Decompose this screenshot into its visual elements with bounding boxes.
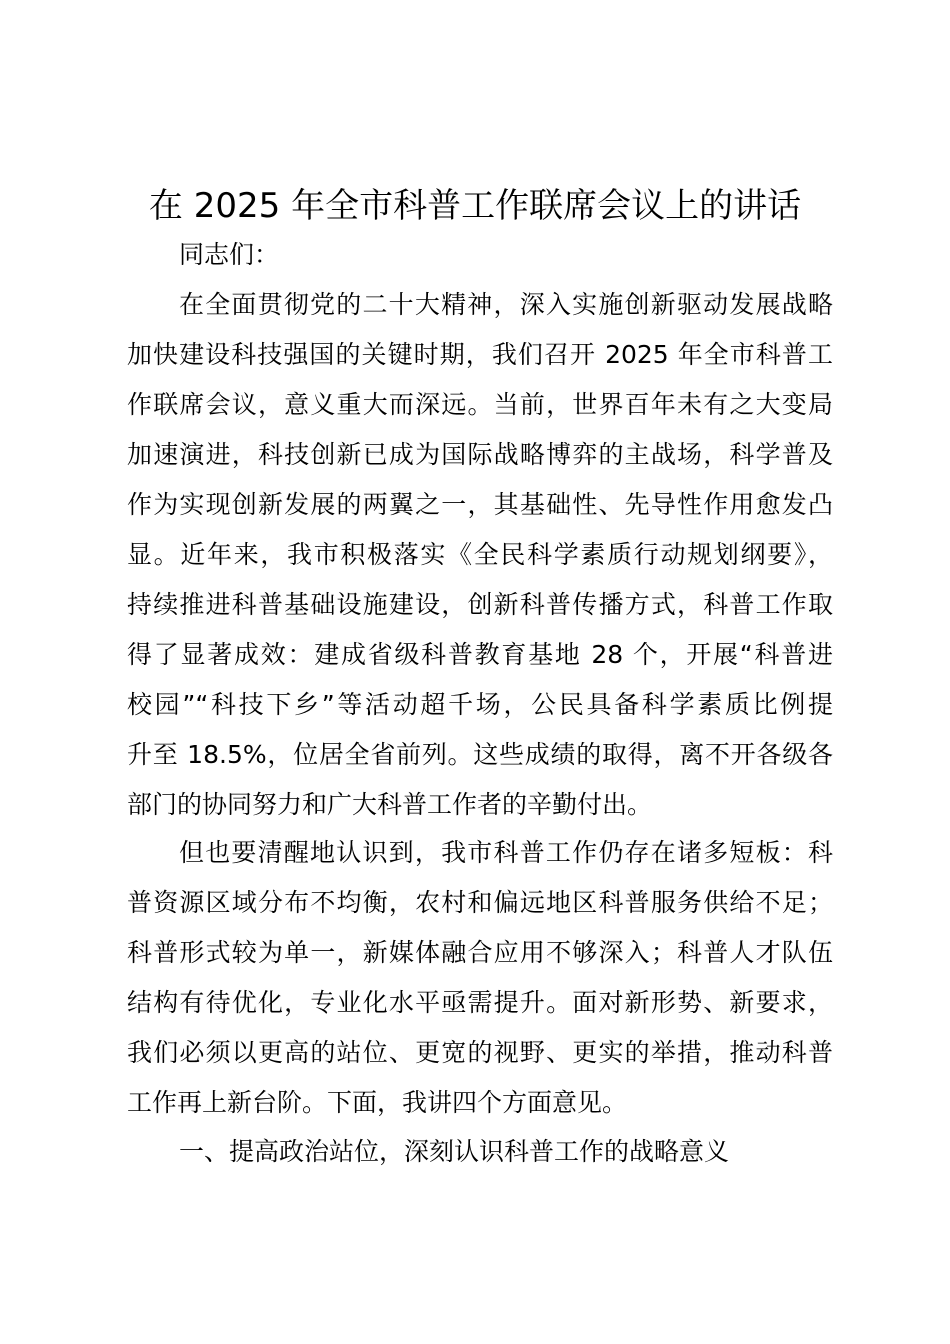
paragraph-line: 科普形式较为单一，新媒体融合应用不够深入；科普人才队伍 (127, 938, 833, 967)
paragraph-line: 显。近年来，我市积极落实《全民科学素质行动规划纲要》， (127, 540, 833, 569)
paragraph-line: 作联席会议，意义重大而深远。当前，世界百年未有之大变局 (127, 390, 833, 419)
salutation: 同志们： (179, 240, 280, 269)
paragraph-line: 但也要清醒地认识到，我市科普工作仍存在诸多短板：科 (179, 838, 833, 867)
paragraph-2 (127, 828, 833, 1128)
paragraph-line: 部门的协同努力和广大科普工作者的辛勤付出。 (127, 790, 653, 819)
paragraph-line: 普资源区域分布不均衡，农村和偏远地区科普服务供给不足； (127, 888, 833, 917)
paragraph-line: 我们必须以更高的站位、更宽的视野、更实的举措，推动科普 (127, 1038, 833, 1067)
paragraph-1 (127, 280, 833, 830)
paragraph-line: 工作再上新台阶。下面，我讲四个方面意见。 (127, 1088, 628, 1117)
paragraph-line: 持续推进科普基础设施建设，创新科普传播方式，科普工作取 (127, 590, 833, 619)
paragraph-line: 结构有待优化，专业化水平亟需提升。面对新形势、新要求， (127, 988, 833, 1017)
paragraph-line: 加速演进，科技创新已成为国际战略博弈的主战场，科学普及 (127, 440, 833, 469)
paragraph-line: 升至 18.5%，位居全省前列。这些成绩的取得，离不开各级各 (127, 740, 833, 769)
section-heading-1: 一、提高政治站位，深刻认识科普工作的战略意义 (179, 1137, 730, 1166)
paragraph-line: 加快建设科技强国的关键时期，我们召开 2025 年全市科普工 (127, 340, 833, 369)
document-title: 在 2025 年全市科普工作联席会议上的讲话 (148, 186, 802, 226)
paragraph-line: 校园”“科技下乡”等活动超千场，公民具备科学素质比例提 (127, 690, 833, 719)
paragraph-line: 得了显著成效：建成省级科普教育基地 28 个，开展“科普进 (127, 640, 833, 669)
paragraph-line: 在全面贯彻党的二十大精神，深入实施创新驱动发展战略 (179, 290, 833, 319)
paragraph-line: 作为实现创新发展的两翼之一，其基础性、先导性作用愈发凸 (127, 490, 833, 519)
